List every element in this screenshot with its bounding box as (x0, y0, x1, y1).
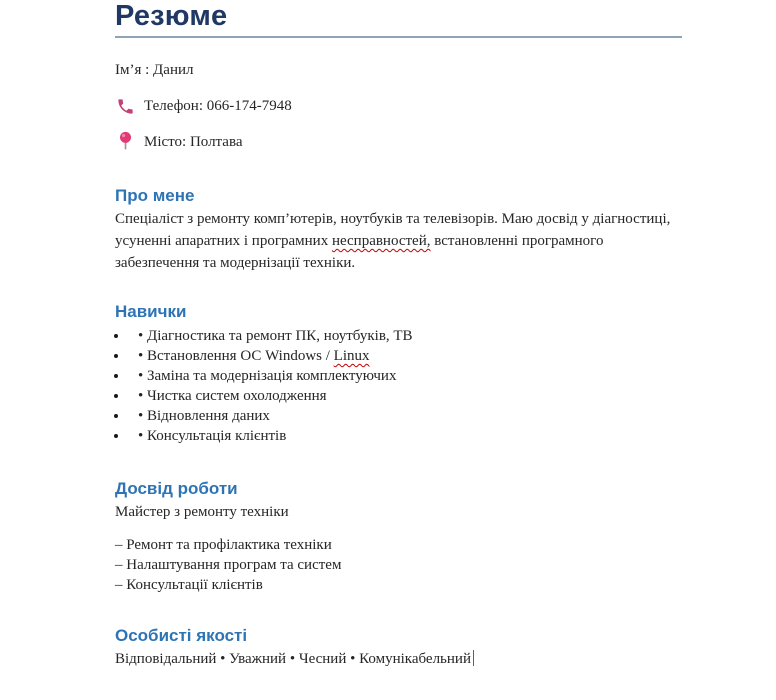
skills-heading: Навички (115, 302, 187, 321)
document-content (115, 0, 682, 669)
skill-item (129, 366, 682, 386)
text-segment: • Консультація клієнтів (138, 428, 287, 444)
experience-duties (115, 535, 682, 595)
section-about (115, 186, 682, 274)
experience-role: Майстер з ремонту техніки (115, 504, 289, 520)
section-skills (115, 302, 682, 446)
duty-line: – Ремонт та профілактика техніки (115, 537, 332, 553)
misspelled-word: несправностей, (331, 233, 431, 249)
document-title: Резюме (115, 0, 682, 38)
qualities-line (115, 649, 682, 669)
phone-receiver-icon (115, 97, 135, 116)
contact-phone-label: Телефон: 066-174-7948 (144, 98, 292, 114)
text-segment: • Встановлення ОС Windows / (138, 348, 334, 364)
contact-name-line: Ім’я : Данил (115, 62, 194, 78)
skill-item (129, 386, 682, 406)
skill-item (129, 406, 682, 426)
experience-heading: Досвід роботи (115, 479, 238, 498)
skill-item (129, 346, 682, 366)
about-heading: Про мене (115, 186, 195, 205)
skills-list (115, 326, 682, 446)
section-qualities (115, 626, 682, 669)
text-segment: • Заміна та модернізація комплектуючих (138, 368, 397, 384)
skill-item (129, 326, 682, 346)
text-caret (473, 650, 474, 666)
skill-item (129, 426, 682, 446)
duty-line: – Налаштування програм та систем (115, 557, 342, 573)
misspelled-word: Linux (333, 348, 370, 364)
contact-phone-row (115, 95, 682, 117)
text-segment: • Діагностика та ремонт ПК, ноутбуків, ТВ (138, 328, 413, 344)
text-segment: • Відновлення даних (138, 408, 270, 424)
about-paragraph (115, 208, 682, 274)
qualities-heading: Особисті якості (115, 626, 248, 645)
text-segment: Спеціаліст з ремонту комп’ютерів, ноутбуків та телевізорів. Маю досвід у діагностиці, усуненні апаратних і програмних (115, 211, 671, 249)
contact-city-row (115, 131, 682, 153)
text-segment: • Чистка систем охолодження (138, 388, 327, 404)
contact-city-label: Місто: Полтава (144, 134, 243, 150)
round-pushpin-icon (115, 131, 135, 153)
duty-line: – Консультації клієнтів (115, 577, 263, 593)
qualities-text: Відповідальний • Уважний • Чесний • Комунікабельний (115, 651, 471, 667)
text-segment: встановленні програмного забезпечення та модернізації техніки. (115, 233, 604, 271)
section-experience (115, 479, 682, 595)
